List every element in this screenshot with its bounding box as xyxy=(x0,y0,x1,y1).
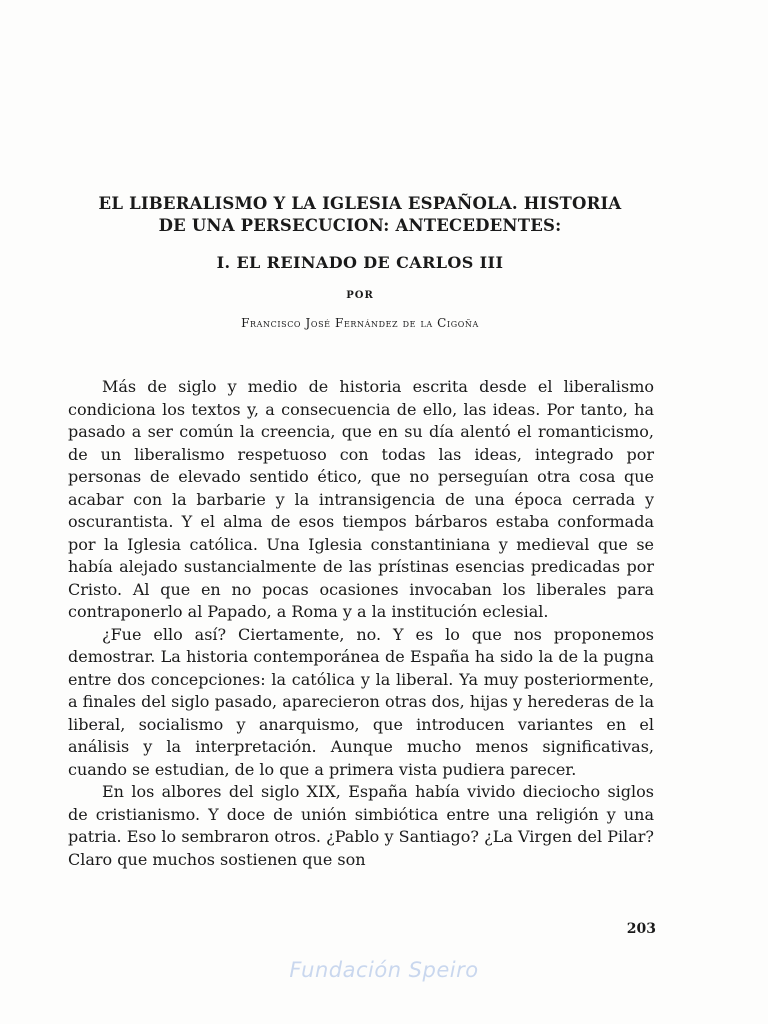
paragraph: Más de siglo y medio de historia escrita desde el liberalismo condiciona los textos y, a consecuencia de ello, las ideas. Por tanto, ha pasado a ser común la creencia, que en su día alentó el romanticismo, de un liberalismo respetuoso con todas las ideas, integrado por personas de elevado sentido ético, que no perseguían otra cosa que acabar con la barbarie y la intransigencia de una época cerrada y oscurantista. Y el alma de esos tiempos bárbaros estaba conformada por la Iglesia católica. Una Iglesia constantiniana y medieval que se había alejado sustancialmente de las prístinas esencias predicadas por Cristo. Al que en no pocas ocasiones invocaban los liberales para contraponerlo al Papado, a Roma y a la institución eclesial. xyxy=(68,377,654,621)
article-title-line-2: DE UNA PERSECUCION: ANTECEDENTES: xyxy=(158,216,562,235)
byline-label: POR xyxy=(346,290,374,301)
body-text xyxy=(68,376,654,871)
section-subtitle: I. EL REINADO DE CARLOS III xyxy=(216,253,504,272)
paragraph: En los albores del siglo XIX, España había vivido dieciocho siglos de cristianismo. Y doce de unión simbiótica entre una religión y una patria. Eso lo sembraron otros. ¿Pablo y Santiago? ¿La Virgen del Pilar? Claro que muchos sostienen que son xyxy=(68,782,654,869)
article-title-line-1: EL LIBERALISMO Y LA IGLESIA ESPAÑOLA. HISTORIA xyxy=(98,194,622,213)
page-number: 203 xyxy=(626,921,656,937)
author-name: Francisco José Fernández de la Cigoña xyxy=(241,316,479,330)
watermark: Fundación Speiro xyxy=(289,958,479,982)
paragraph: ¿Fue ello así? Ciertamente, no. Y es lo que nos proponemos demostrar. La historia contemporánea de España ha sido la de la pugna entre dos concepciones: la católica y la liberal. Ya muy posteriormente, a finales del siglo pasado, aparecieron otras dos, hijas y herederas de la liberal, socialismo y anarquismo, que introducen variantes en el análisis y la interpretación. Aunque mucho menos significativas, cuando se estudian, de lo que a primera vista pudiera parecer. xyxy=(68,624,654,779)
